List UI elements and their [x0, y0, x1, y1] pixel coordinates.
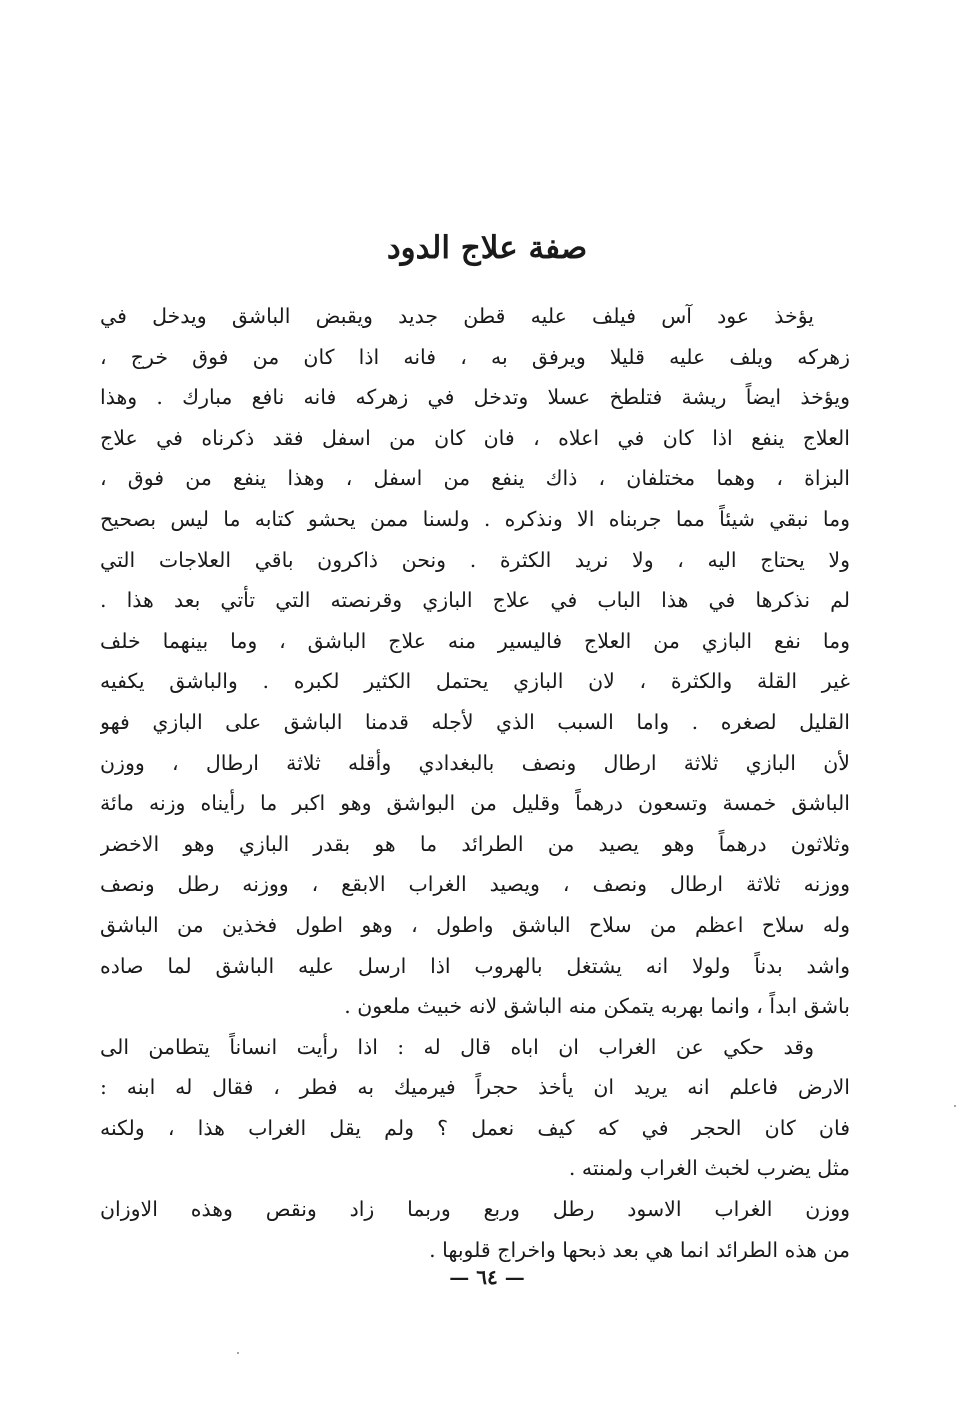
- text-line: الباشق خمسة وتسعون درهماً وقليل من البواشق وهو اكبر ما رأيناه وزنه مائة: [100, 791, 850, 816]
- text-line: وثلاثون درهماً وهو يصيد من الطرائد ما هو بقدر البازي وهو الاخضر: [100, 831, 850, 856]
- text-line: واشد بدناً ولولا انه يشتغل بالهروب اذا ارسل عليه الباشق لما صاده: [100, 953, 850, 978]
- text-line: غير القلة والكثرة ، لان البازي يحتمل الكثير لكبره . والباشق يكفيه: [100, 669, 850, 694]
- text-line: الارض فاعلم انه يريد ان يأخذ حجراً فيرميك به فطر ، فقال له ابنه :: [100, 1075, 850, 1100]
- text-line: وما نبقي شيئاً مما جربناه الا ونذكره . ولسنا ممن يحشو كتابه ما ليس بصحيح: [100, 506, 850, 531]
- scan-speck: [237, 1352, 239, 1354]
- text-line: يؤخذ عود آس فيلف عليه قطن جديد ويقبض الباشق ويدخل في: [100, 304, 814, 328]
- scan-speck: [954, 1105, 956, 1107]
- text-line: العلاج ينفع اذا كان في اعلاه ، فان كان من اسفل فقد ذكرناه في علاج: [100, 425, 850, 450]
- body-text: [100, 296, 850, 1270]
- text-line: ووزنه ثلاثة ارطال ونصف ، ويصيد الغراب الابقع ، ووزنه رطل ونصف: [100, 872, 850, 897]
- text-line: لأن البازي ثلاثة ارطال ونصف بالبغدادي وأقله ثلاثة ارطال ، ووزن: [100, 750, 850, 775]
- text-line: فان كان الحجر في كه كيف نعمل ؟ ولم يقل الغراب هذا ، ولكنه: [100, 1115, 850, 1140]
- text-line: البزاة ، وهما مختلفان ، ذاك ينفع من اسفل ، وهذا ينفع من فوق ،: [100, 466, 850, 491]
- text-line: ووزن الغراب الاسود رطل وربع وربما زاد ونقص وهذه الاوزان: [100, 1197, 850, 1222]
- text-line: ويؤخذ ايضاً ريشة فتلطخ عسلا وتدخل في زهركه فانه نافع مبارك . وهذا: [100, 385, 850, 410]
- page-number: — ٦٤ —: [449, 1265, 525, 1289]
- text-line: زهركه ويلف عليه قليلا ويرفق به ، فانه اذا كان من فوق خرج ،: [100, 344, 850, 369]
- text-line: ولا يحتاج اليه ، ولا نريد الكثرة . ونحن ذاكرون باقي العلاجات التي: [100, 547, 850, 572]
- text-line: لم نذكرها في هذا الباب في علاج البازي وقرنصته التي تأتي بعد هذا .: [100, 588, 850, 613]
- text-line: من هذه الطرائد انما هي بعد ذبحها واخراج قلوبها .: [429, 1237, 850, 1262]
- text-line: وقد حكي عن الغراب ان اباه قال له : اذا رأيت انساناً يتطامن الى: [100, 1034, 814, 1059]
- text-line: مثل يضرب لخبث الغراب ولمنته .: [568, 1156, 850, 1181]
- text-line: القليل لصغره . واما السبب الذي لأجله قدمنا الباشق على البازي فهو: [100, 709, 850, 734]
- text-line: وله سلاح اعظم من سلاح الباشق واطول ، وهو اطول فخذين من الباشق: [100, 912, 850, 937]
- text-line: وما نفع البازي من العلاج فاليسير منه علاج الباشق ، وما بينهما خلف: [100, 628, 850, 653]
- text-line: باشق ابداً ، وانما بهربه يتمكن منه الباشق لانه خبيث ملعون .: [344, 994, 850, 1019]
- chapter-title: صفة علاج الدود: [386, 230, 588, 266]
